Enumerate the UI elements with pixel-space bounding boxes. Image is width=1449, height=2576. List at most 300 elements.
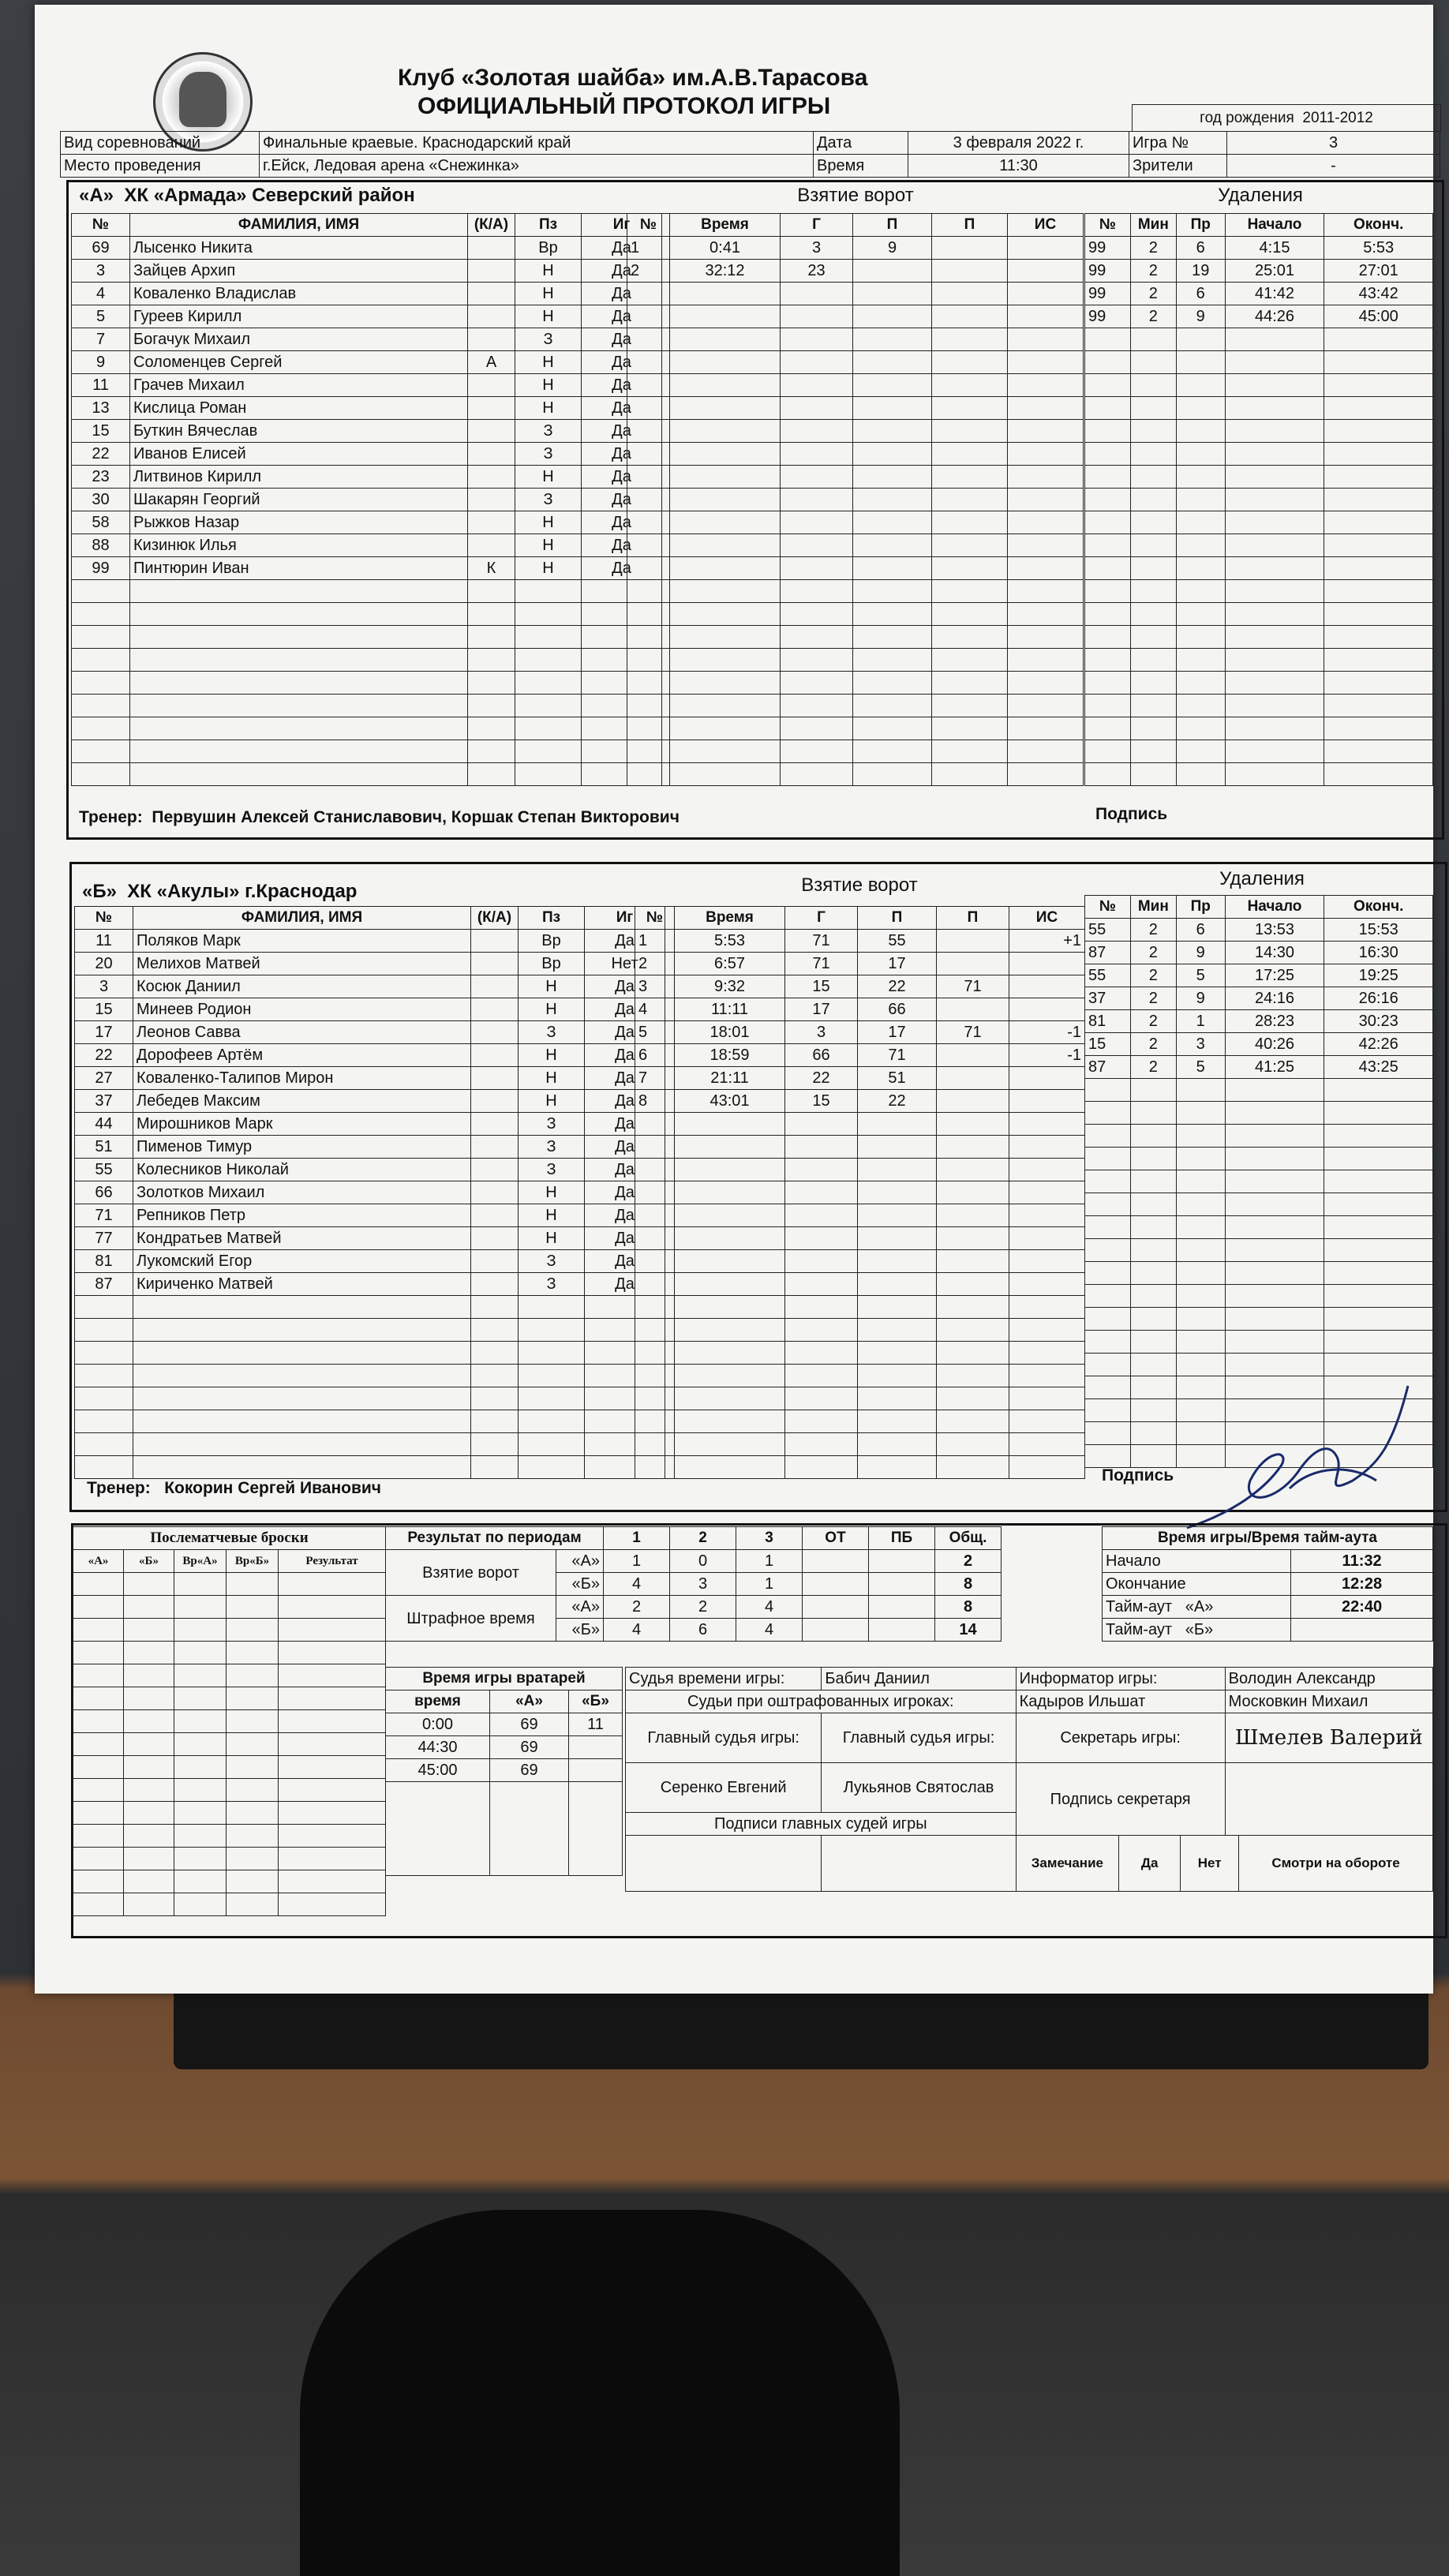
goal-assist-2 [937,1067,1009,1090]
penalty-start: 13:53 [1225,919,1324,942]
player-played: Да [582,489,662,511]
player-played: Да [585,1113,665,1136]
penalty-end: 43:25 [1324,1056,1433,1079]
player-no: 7 [72,328,130,351]
b-goal-col-p2: П [937,907,1009,930]
goal-is: -1 [1009,1021,1085,1044]
time: 11:30 [908,155,1129,178]
player-pos: Н [515,511,582,534]
goal-row [635,1021,1085,1044]
empty-row [627,511,1084,534]
game-no: 3 [1227,132,1440,155]
penalty-min: 2 [1130,1056,1176,1079]
team-b-signature: Подпись [1102,1466,1174,1485]
empty-row [1085,1285,1433,1308]
player-no: 87 [75,1273,133,1296]
empty-row [635,1227,1085,1250]
goal-assist-2 [932,260,1008,283]
goal-assist-2 [937,1044,1009,1067]
player-pos: З [519,1136,585,1159]
empty-row [1085,1308,1433,1331]
player-no: 11 [75,930,133,953]
penalty-judges-label: Судьи при оштрафованных игроках: [626,1690,1017,1713]
player-played: Да [585,1181,665,1204]
player-pos: З [519,1021,585,1044]
player-ka [471,975,519,998]
period-team: «Б» [556,1573,604,1596]
player-row [72,420,662,443]
player-played: Да [582,534,662,557]
player-row [72,351,662,374]
penalty-no: 81 [1085,1010,1131,1033]
penalty-end: 19:25 [1324,964,1433,987]
player-row [75,1227,665,1250]
empty-row [627,283,1084,305]
empty-row [73,1596,386,1619]
birth-year-label: год рождения [1200,110,1294,126]
b-col-played: Иг [585,907,665,930]
player-row [72,557,662,580]
penalty-start: 40:26 [1225,1033,1324,1056]
empty-row [627,489,1084,511]
penalty-pr: 6 [1176,237,1225,260]
empty-row [75,1296,665,1319]
empty-row [75,1319,665,1342]
penalty-pr: 9 [1176,987,1225,1010]
player-played: Да [585,1273,665,1296]
player-name: Иванов Елисей [130,443,468,466]
signature-scribble-icon [1171,1370,1424,1544]
player-row [72,328,662,351]
penalty-min: 2 [1130,942,1176,964]
gametime-table [1102,1526,1433,1642]
goalie-time: 44:30 [386,1736,490,1759]
player-ka [468,283,515,305]
b-pen-col-pr: Пр [1176,896,1225,919]
empty-row [73,1802,386,1825]
pim-label: Штрафное время [386,1596,556,1642]
player-no: 3 [72,260,130,283]
penalty-no: 99 [1085,237,1131,260]
col-played: Иг [582,214,662,237]
penalty-pr: 19 [1176,260,1225,283]
goalie-row [386,1759,623,1782]
penalty-row [1085,942,1433,964]
empty-row [627,443,1084,466]
player-played: Да [582,466,662,489]
player-played: Да [582,443,662,466]
goal-assist-1: 9 [853,237,932,260]
b-col-pos: Пз [519,907,585,930]
penalty-row [1085,1033,1433,1056]
player-row [75,1090,665,1113]
goal-row [635,953,1085,975]
penalty-min: 2 [1130,987,1176,1010]
b-goal-col-g: Г [785,907,858,930]
empty-row [635,1387,1085,1410]
penalty-pr: 6 [1176,919,1225,942]
period-value: 4 [604,1619,670,1642]
empty-row [1085,351,1433,374]
player-played: Да [585,1067,665,1090]
player-no: 66 [75,1181,133,1204]
player-no: 13 [72,397,130,420]
goal-no: 4 [635,998,675,1021]
period-value: 2 [935,1550,1002,1573]
main-ref-label-2: Главный судья игры: [822,1713,1016,1763]
goal-col-g: Г [781,214,853,237]
player-row [75,1159,665,1181]
goal-no: 2 [627,260,670,283]
goal-is: +1 [1009,930,1085,953]
penalty-start: 24:16 [1225,987,1324,1010]
empty-row [73,1733,386,1756]
time-label: Время [814,155,908,178]
player-ka [468,237,515,260]
player-ka [468,443,515,466]
team-b-coach-line [87,1479,381,1498]
empty-row [635,1250,1085,1273]
period-col-2: 2 [670,1527,736,1550]
empty-row [72,763,662,786]
player-pos: Н [515,260,582,283]
player-name: Соломенцев Сергей [130,351,468,374]
team-a-roster [71,213,662,786]
main-ref-2: Лукьянов Святослав [822,1763,1016,1813]
player-no: 69 [72,237,130,260]
shootout-table [73,1526,386,1916]
goal-scorer: 3 [785,1021,858,1044]
period-value: 1 [604,1550,670,1573]
player-played: Да [582,420,662,443]
empty-row [73,1870,386,1893]
penalty-end: 27:01 [1324,260,1433,283]
empty-row [627,763,1084,786]
empty-row [75,1387,665,1410]
goal-scorer: 17 [785,998,858,1021]
goals-label: Взятие ворот [386,1550,556,1596]
empty-row [1085,420,1433,443]
empty-row [75,1342,665,1365]
b-goal-col-no: № [635,907,675,930]
player-name: Кизинюк Илья [130,534,468,557]
team-a-penalties [1084,213,1433,786]
period-value: 8 [935,1596,1002,1619]
player-played: Да [585,1044,665,1067]
shootout-col: «А» [73,1550,124,1573]
empty-row [1085,1125,1433,1148]
empty-row [73,1573,386,1596]
penalty-end: 43:42 [1324,283,1433,305]
period-value [803,1550,869,1573]
player-ka [468,466,515,489]
protocol-sheet [35,5,1433,1994]
protocol-title: ОФИЦИАЛЬНЫЙ ПРОТОКОЛ ИГРЫ [417,93,831,119]
player-name: Кондратьев Матвей [133,1227,471,1250]
empty-row [627,740,1084,763]
player-row [72,397,662,420]
player-row [72,237,662,260]
player-ka [468,420,515,443]
see-back: Смотри на обороте [1239,1836,1432,1891]
goal-scorer: 22 [785,1067,858,1090]
player-name: Репников Петр [133,1204,471,1227]
empty-row [635,1296,1085,1319]
empty-row [72,626,662,649]
goalie-title: Время игры вратарей [386,1668,623,1690]
empty-row [72,580,662,603]
player-ka [471,1181,519,1204]
player-row [75,1067,665,1090]
goal-assist-1: 22 [858,975,937,998]
secretary-sign-label: Подпись секретаря [1016,1763,1225,1836]
player-played: Да [582,374,662,397]
player-ka: К [468,557,515,580]
secretary: Шмелев Валерий [1225,1713,1432,1763]
empty-row [1085,649,1433,672]
start-label: Начало [1103,1550,1291,1573]
empty-row [627,466,1084,489]
penalty-no: 87 [1085,942,1131,964]
penalty-min: 2 [1130,260,1176,283]
birth-year: 2011-2012 [1302,110,1373,126]
player-no: 23 [72,466,130,489]
period-team: «А» [556,1550,604,1573]
goalie-b: 11 [569,1713,623,1736]
player-row [75,930,665,953]
player-pos: Н [515,466,582,489]
player-pos: З [515,489,582,511]
player-no: 15 [75,998,133,1021]
empty-row [1085,717,1433,740]
competition-table [60,131,1440,178]
player-no: 51 [75,1136,133,1159]
team-a-tag: «А» [79,185,114,206]
empty-row [73,1825,386,1848]
empty-row [635,1273,1085,1296]
penalty-pr: 9 [1176,942,1225,964]
game-no-label: Игра № [1129,132,1227,155]
period-value: 8 [935,1573,1002,1596]
player-ka [468,511,515,534]
player-pos: Н [515,557,582,580]
goal-no: 1 [635,930,675,953]
team-a-coach-label: Тренер: [79,808,143,826]
empty-row [1085,695,1433,717]
empty-row [73,1664,386,1687]
player-name: Коваленко Владислав [130,283,468,305]
team-b-penalties-title: Удаления [1219,868,1305,889]
team-b-coach-label: Тренер: [87,1479,151,1497]
player-row [72,534,662,557]
penalty-no: 55 [1085,919,1131,942]
penalty-row [1085,987,1433,1010]
player-name: Кислица Роман [130,397,468,420]
player-name: Дорофеев Артём [133,1044,471,1067]
goal-col-p1: П [853,214,932,237]
goal-row [627,260,1084,283]
player-row [75,953,665,975]
goal-time: 5:53 [675,930,785,953]
penalty-min: 2 [1130,305,1176,328]
player-played: Да [582,511,662,534]
period-value [803,1619,869,1642]
team-b-name: ХК «Акулы» г.Краснодар [127,881,358,902]
goal-no: 7 [635,1067,675,1090]
penalty-start: 25:01 [1225,260,1324,283]
penalty-pr: 6 [1176,283,1225,305]
player-ka [471,1227,519,1250]
date: 3 февраля 2022 г. [908,132,1129,155]
empty-row [635,1113,1085,1136]
empty-row [73,1893,386,1916]
empty-row [627,305,1084,328]
goalie-table [385,1667,623,1876]
player-row [75,1136,665,1159]
player-played: Да [585,1021,665,1044]
empty-row [635,1136,1085,1159]
empty-row [73,1619,386,1642]
penalty-end: 42:26 [1324,1033,1433,1056]
empty-row [627,649,1084,672]
pen-col-start: Начало [1225,214,1324,237]
empty-row [627,534,1084,557]
team-a-name: ХК «Армада» Северский район [124,185,415,206]
empty-row [1085,397,1433,420]
player-no: 37 [75,1090,133,1113]
player-row [75,1204,665,1227]
period-row [386,1596,1002,1619]
start-time: 11:32 [1291,1550,1433,1573]
penalty-start: 41:25 [1225,1056,1324,1079]
empty-row [75,1456,665,1479]
goal-row [635,1044,1085,1067]
period-value [869,1619,935,1642]
goal-no: 5 [635,1021,675,1044]
player-pos: Вр [519,953,585,975]
pen-col-end: Оконч. [1324,214,1433,237]
goal-assist-2 [937,930,1009,953]
player-no: 3 [75,975,133,998]
player-played: Да [582,397,662,420]
player-pos: З [515,420,582,443]
empty-row [1085,1170,1433,1193]
goalie-a: 69 [490,1713,569,1736]
goalie-b [569,1736,623,1759]
penalty-pr: 9 [1176,305,1225,328]
player-pos: Н [515,305,582,328]
empty-row [1085,1193,1433,1216]
pen-col-no: № [1085,214,1131,237]
binder-strip [174,1990,1428,2069]
player-no: 99 [72,557,130,580]
shootout-col: Вр«А» [174,1550,227,1573]
team-b-goals [635,906,1085,1479]
empty-row [72,740,662,763]
shootout-col: Вр«Б» [227,1550,279,1573]
player-pos: Н [519,1181,585,1204]
empty-row [1085,1239,1433,1262]
goal-scorer: 15 [785,1090,858,1113]
player-row [72,511,662,534]
empty-row [73,1756,386,1779]
player-ka [471,1204,519,1227]
player-no: 27 [75,1067,133,1090]
player-played: Да [582,305,662,328]
period-value [803,1573,869,1596]
period-team: «Б» [556,1619,604,1642]
empty-row [73,1779,386,1802]
timeout-a: 22:40 [1291,1596,1433,1619]
timekeeper-label: Судья времени игры: [626,1668,822,1690]
player-no: 17 [75,1021,133,1044]
goalie-a: 69 [490,1759,569,1782]
period-row [386,1550,1002,1573]
player-row [75,1044,665,1067]
goalie-time: 45:00 [386,1759,490,1782]
col-name: ФАМИЛИЯ, ИМЯ [238,216,360,233]
team-a-goals [627,213,1084,786]
player-ka [468,374,515,397]
empty-row [627,351,1084,374]
remark-label: Замечание [1017,1836,1119,1891]
player-row [75,1273,665,1296]
b-col-no: № [75,907,133,930]
player-row [72,489,662,511]
penalty-end: 5:53 [1324,237,1433,260]
player-played: Да [582,351,662,374]
player-no: 71 [75,1204,133,1227]
empty-row [627,603,1084,626]
empty-row [627,328,1084,351]
empty-row [1085,557,1433,580]
team-b-roster [74,906,665,1479]
goal-time: 0:41 [670,237,781,260]
player-pos: Н [515,351,582,374]
spectators-label: Зрители [1129,155,1227,178]
goal-no: 3 [635,975,675,998]
empty-row [73,1687,386,1710]
empty-row [635,1456,1085,1479]
team-a-signature: Подпись [1095,805,1168,823]
empty-row [1085,511,1433,534]
b-col-name: ФАМИЛИЯ, ИМЯ [241,909,363,926]
player-row [75,998,665,1021]
penalty-end: 30:23 [1324,1010,1433,1033]
empty-row [1085,626,1433,649]
penalty-row [1085,1056,1433,1079]
player-no: 30 [72,489,130,511]
goal-assist-1: 71 [858,1044,937,1067]
penalty-start: 44:26 [1225,305,1324,328]
goal-assist-2: 71 [937,975,1009,998]
player-name: Литвинов Кирилл [130,466,468,489]
spectators: - [1227,155,1440,178]
goalie-col-time: время [386,1690,490,1713]
player-no: 9 [72,351,130,374]
player-pos: З [519,1113,585,1136]
player-ka [468,260,515,283]
player-ka [471,953,519,975]
penalty-end: 16:30 [1324,942,1433,964]
player-pos: Н [515,397,582,420]
pen-col-min: Мин [1130,214,1176,237]
player-ka: А [468,351,515,374]
goal-assist-1: 17 [858,1021,937,1044]
period-col-pb: ПБ [869,1527,935,1550]
refs-sign-label: Подписи главных судей игры [626,1813,1017,1836]
goal-assist-1: 51 [858,1067,937,1090]
